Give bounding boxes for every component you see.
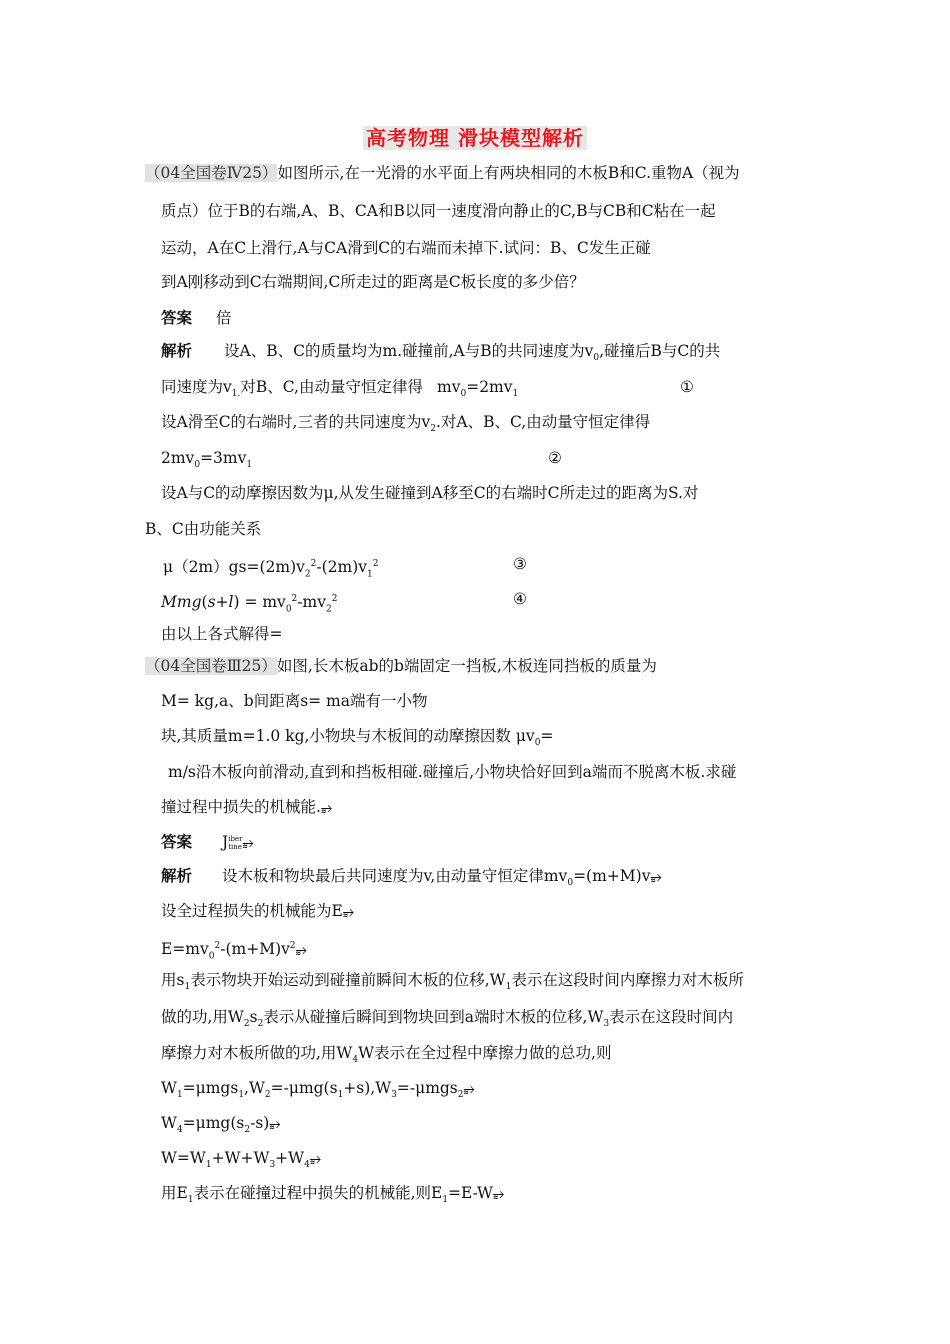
- p2-analysis-8: $W_4=\mu mg(s_2-s)⥵$: [161, 1114, 281, 1136]
- squiggle-icon: ⥵: [309, 1151, 322, 1167]
- p1-analysis-4: 设A与C的动摩擦因数为μ,从发生碰撞到A移至C的右端时C所走过的距离为S.对: [161, 484, 699, 502]
- p2-analysis-1: 解析 设木板和物块最后共同速度为v,由动量守恒定律$mv_0=(m+M)v⥵$: [161, 866, 662, 889]
- p1-line-1: （04全国卷Ⅳ25）如图所示,在一光滑的水平面上有两块相同的木板B和C.重物A（视为: [145, 164, 740, 182]
- squiggle-icon: ⥵: [320, 800, 333, 816]
- equation-1: $mv_0=2mv_1$: [437, 378, 519, 400]
- equation-marker-1: ①: [680, 378, 694, 396]
- p2-answer: 答案 Jiber tine⥵: [161, 832, 254, 851]
- squiggle-icon: ⥵: [242, 835, 254, 851]
- p1-line-3: 运动，A在C上滑行,A与CA滑到C的右端而未掉下.试问：B、C发生正碰: [161, 239, 651, 257]
- equation-marker-2: ②: [548, 449, 562, 467]
- p2-analysis-3: $E=mv_0^2-(m+M)v^2⥵$: [161, 940, 307, 962]
- equation-marker-3: ③: [513, 555, 527, 573]
- p2-analysis-7: $W_1=\mu mgs_1,W_2=-\mu mg(s_1+s),W_3=-\mu mgs_2⥵$: [161, 1079, 475, 1101]
- p2-analysis-9: $W=W_1+W+W_3+W_4⥵$: [161, 1149, 322, 1171]
- p1-line-4: 到A刚移动到C右端期间,C所走过的距离是C板长度的多少倍？: [161, 273, 585, 291]
- p2-line-5: 撞过程中损失的机械能.⥵: [161, 798, 333, 816]
- p1-analysis-2: 同速度为$v_{1.}$对B、C,由动量守恒定律得 $mv_0=2mv_1$: [161, 378, 519, 400]
- p1-source: （04全国卷Ⅳ25）: [145, 164, 278, 182]
- squiggle-icon: ⥵: [650, 869, 662, 885]
- squiggle-icon: ⥵: [342, 904, 355, 920]
- p2-analysis-5: 做的功,用$W_2s_2$表示从碰撞后瞬间到物块回到a端时木板的位移$,W_3$表示在这段时间内: [161, 1008, 734, 1030]
- p1-analysis-6: 由以上各式解得=: [161, 625, 283, 643]
- equation-2: $2mv_0=3mv_1$: [161, 449, 253, 471]
- squiggle-icon: ⥵: [295, 942, 307, 959]
- equation-4: $Mmg(s+l) = mv_0^2-mv_2^2$: [161, 593, 338, 615]
- p2-analysis-10: 用$E_1$表示在碰撞过程中损失的机械能,则$E_1=E-W⥵$: [161, 1184, 505, 1206]
- squiggle-icon: ⥵: [492, 1186, 505, 1202]
- p2-analysis-2: 设全过程损失的机械能为E⥵: [161, 902, 355, 920]
- squiggle-icon: ⥵: [463, 1081, 475, 1097]
- equation-3: $\mu(2m)gs=(2m)v_2^2-(2m)v_1^2$: [163, 558, 379, 580]
- p2-line-1: （04全国卷Ⅲ25）如图,长木板ab的b端固定一挡板,木板连同挡板的质量为: [145, 657, 657, 675]
- answer-glyph: iber tine: [228, 835, 243, 851]
- p2-line-3: 块,其质量m=1.0 kg,小物块与木板间的动摩擦因数 $\mu v_0=$: [161, 727, 554, 749]
- p2-line-4: m/s沿木板向前滑动,直到和挡板相碰.碰撞后,小物块恰好回到a端而不脱离木板.求碰: [168, 763, 737, 781]
- p2-line-2: M= kg,a、b间距离s= ma端有一小物: [161, 692, 428, 710]
- p1-analysis-5: B、C由功能关系: [145, 520, 262, 538]
- squiggle-icon: ⥵: [269, 1116, 281, 1132]
- page-title: 高考物理 滑块模型解析: [0, 122, 950, 151]
- p1-answer: 答案 倍: [161, 308, 232, 327]
- p2-source: （04全国卷Ⅲ25）: [145, 657, 277, 675]
- p1-analysis-3: 设A滑至C的右端时,三者的共同速度为$v_2$.对A、B、C,由动量守恒定律得: [161, 413, 651, 435]
- p2-analysis-4: 用$s_1$表示物块开始运动到碰撞前瞬间木板的位移$,W_1$表示在这段时间内摩擦力对木板所: [161, 971, 744, 993]
- equation-marker-4: ④: [513, 590, 527, 608]
- p1-line-2: 质点）位于B的右端,A、B、CA和B以同一速度滑向静止的C,B与CB和C粘在一起: [161, 202, 716, 220]
- p1-analysis-1: 解析 设A、B、C的质量均为m.碰撞前,A与B的共同速度为$v_0$,碰撞后B与C的共: [161, 341, 721, 364]
- p2-analysis-6: 摩擦力对木板所做的功,用$W_4W$表示在全过程中摩擦力做的总功,则: [161, 1044, 612, 1066]
